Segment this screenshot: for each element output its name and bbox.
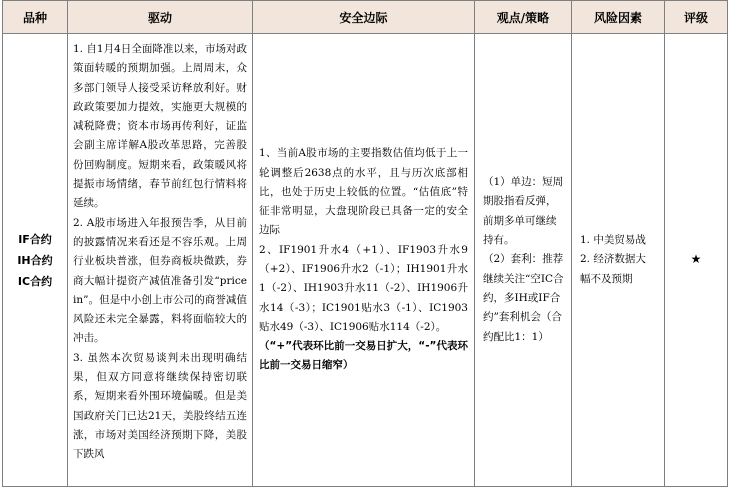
rating-cell [665,34,728,487]
view-strategy-cell [475,34,572,487]
margin-item-2: 2、IF1901升水4（+1）、IF1903升水9（+2）、IF1906升水2（-1）；IH1901升水1（-2）、IH1903升水11（-2）、IH1906升水14（-3）；IC1901贴水3（-1）、IC1903贴水49（-3）、IC1906贴水114（-2）。 [259,243,468,333]
driver-cell [68,34,253,487]
driver-item-2: 2. A股市场进入年报预告季，从目前的披露情况来看还是不容乐观。上周行业板块普涨，但券商板块微跌，券商大幅计提资产减值准备引发“price in”。但是中小创上市公司的商誉减值风险还未完全暴露，料将面临较大的冲击。 [73,216,247,345]
header-risk-factors: 风险因素 [572,1,665,34]
header-driver: 驱动 [68,1,253,34]
header-row [3,1,728,34]
risk-factors-cell [572,34,665,487]
variety-ih: IH合约 [17,253,53,267]
margin-note: （“+”代表环比前一交易日扩大，“-”代表环比前一交易日缩窄） [259,340,468,372]
margin-item-1: 1、当前A股市场的主要指数估值均低于上一轮调整后2638点的水平，且与历次底部相比，也处于历史上较低的位置。“估值底”特征非常明显，大盘现阶段已具备一定的安全边际 [259,147,468,237]
view-item-1: （1）单边：短周期股指看反弹，前期多单可继续持有。 [483,176,564,247]
header-rating: 评级 [665,1,728,34]
table-row [3,34,728,487]
header-variety: 品种 [3,1,68,34]
variety-cell [3,34,68,487]
driver-item-1: 1. 自1月4日全面降准以来，市场对政策面转暖的预期加强。上周周末，众多部门领导人接受采访释放利好。财政政策要加力提效，实施更大规模的减税降费；资本市场再传利好，证监会副主席详解A股改革思路，完善股份回购制度。短期来看，政策暖风将提振市场情绪，春节前红包行情料将延续。 [73,43,247,210]
header-safety-margin: 安全边际 [253,1,475,34]
header-view-strategy: 观点/策略 [475,1,572,34]
variety-if: IF合约 [18,232,52,246]
safety-margin-cell [253,34,475,487]
driver-item-3: 3. 虽然本次贸易谈判未出现明确结果，但双方同意将继续保持密切联系，短期来看外围环境偏暖。但是美国政府关门已达21天，美股终结五连涨，市场对美国经济预期下降，美股下跌风 [73,351,247,461]
star-icon: ★ [690,252,702,267]
risk-item-2: 2. 经济数据大幅不及预期 [580,253,646,285]
variety-ic: IC合约 [17,274,53,288]
risk-item-1: 1. 中美贸易战 [580,234,646,247]
strategy-table [2,0,728,487]
view-item-2: （2）套利：推荐继续关注“空IC合约，多IH或IF合约”套利机会（合约配比1：1） [483,253,564,343]
